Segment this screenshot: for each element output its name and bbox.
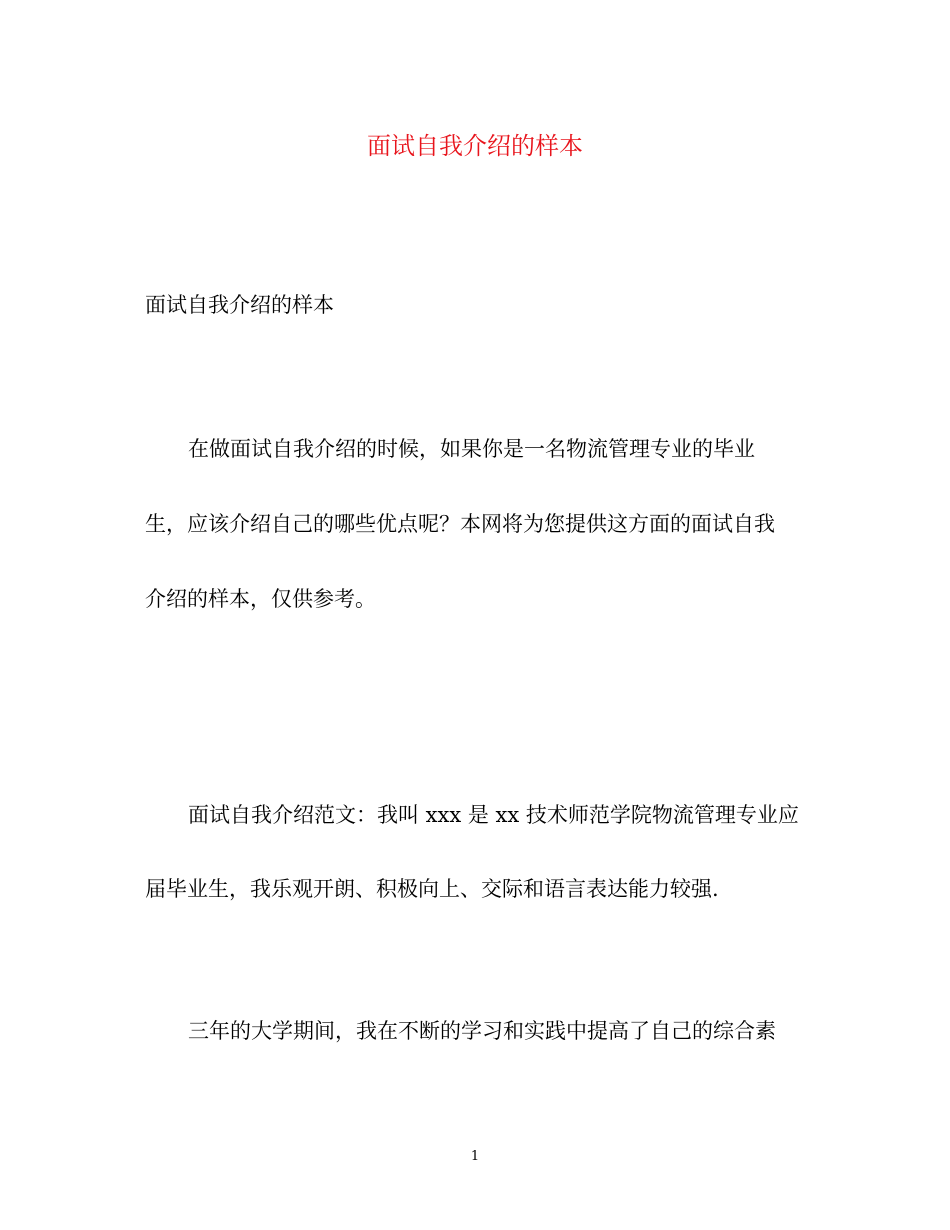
paragraph-line: 在做面试自我介绍的时候，如果你是一名物流管理专业的毕业: [188, 437, 755, 461]
paragraph-line: 届毕业生，我乐观开朗、积极向上、交际和语言表达能力较强.: [145, 877, 719, 901]
paragraph-line: 介绍的样本，仅供参考。: [145, 587, 376, 611]
document-subtitle-line: 面试自我介绍的样本: [145, 293, 334, 317]
paragraph-line: 面试自我介绍范文：我叫 xxx 是 xx 技术师范学院物流管理专业应: [188, 803, 799, 827]
paragraph-line: 生，应该介绍自己的哪些优点呢？本网将为您提供这方面的面试自我: [145, 512, 775, 536]
document-title: 面试自我介绍的样本: [367, 132, 583, 160]
paragraph-line: 三年的大学期间，我在不断的学习和实践中提高了自己的综合素: [188, 1019, 776, 1043]
page-number: 1: [470, 1149, 480, 1164]
